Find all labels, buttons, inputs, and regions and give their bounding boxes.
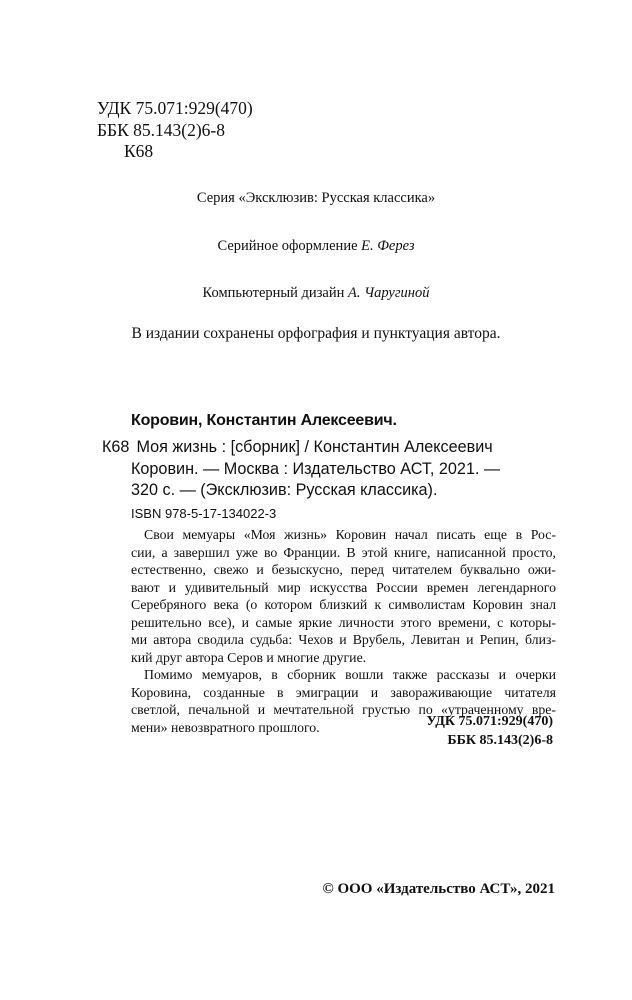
computer-design-name: А. Чаругиной <box>348 285 430 301</box>
bbk-code: ББК 85.143(2)6-8 <box>97 119 226 140</box>
annotation-line: кий друг автора Серов и многие другие. <box>131 649 367 665</box>
annotation-line: Серебряного века (о котором близкий к символистам Коровин знал <box>131 597 556 612</box>
isbn: ISBN 978-5-17-134022-3 <box>131 506 277 521</box>
catalog-line-1-text: Моя жизнь : [сборник] / Константин Алексеевич <box>136 438 493 456</box>
catalog-line-3: 320 с. — (Эксклюзив: Русская классика). <box>131 481 438 499</box>
annotation-line: Помимо мемуаров, в сборник вошли также рассказы и очерки <box>144 667 556 682</box>
annotation-line: Коровина, созданные в эмиграции и завораживающие читателя <box>131 684 556 700</box>
series-line: Серия «Эксклюзив: Русская классика» <box>196 190 436 206</box>
annotation-line: светлой, печальной и мечтательной грустью по «утраченному вре- <box>131 702 556 717</box>
annotation-line: сии, а завершил уже во Франции. В этой книге, написанной просто, <box>131 544 556 560</box>
author-mark: К68 <box>124 141 154 161</box>
annotation-line: Свои мемуары «Моя жизнь» Коровин начал писать еще в Рос- <box>144 527 556 542</box>
bottom-udk-code: УДК 75.071:929(470) <box>426 714 553 729</box>
annotation-line: естественно, свежо и безыскусно, перед читателем буквально ожи- <box>131 562 556 577</box>
annotation-line: мени» невозвратного прошлого. <box>131 719 320 735</box>
computer-design-credit <box>0 285 632 302</box>
bottom-classification-codes <box>0 712 553 750</box>
spelling-note: В издании сохранены орфография и пунктуация автора. <box>131 325 501 342</box>
catalog-author-heading: Коровин, Константин Алексеевич. <box>131 412 397 429</box>
computer-design-label: Компьютерный дизайн <box>202 285 345 301</box>
catalog-description <box>102 437 554 502</box>
classification-codes <box>97 98 253 163</box>
annotation-line: решительно все), и самые яркие личности этого времени, с которы- <box>131 614 556 630</box>
serial-design-name: Е. Ферез <box>361 238 415 254</box>
udk-code: УДК 75.071:929(470) <box>97 98 253 118</box>
catalog-line-2: Коровин. — Москва : Издательство АСТ, 2021. — <box>131 459 501 478</box>
serial-design-credit <box>0 238 632 255</box>
annotation-line: вают и удивительный мир искусства России времен легендарного <box>131 579 556 595</box>
annotation-line: ми автора сводила судьба: Чехов и Врубель, Левитан и Репин, близ- <box>131 632 556 647</box>
serial-design-label: Серийное оформление <box>217 238 358 254</box>
catalog-line-1 <box>102 437 554 459</box>
bottom-bbk-code: ББК 85.143(2)6-8 <box>447 733 553 748</box>
copyright-notice: © ООО «Издательство АСТ», 2021 <box>322 881 555 897</box>
annotation <box>131 526 556 736</box>
catalog-mark: К68 <box>102 438 130 456</box>
